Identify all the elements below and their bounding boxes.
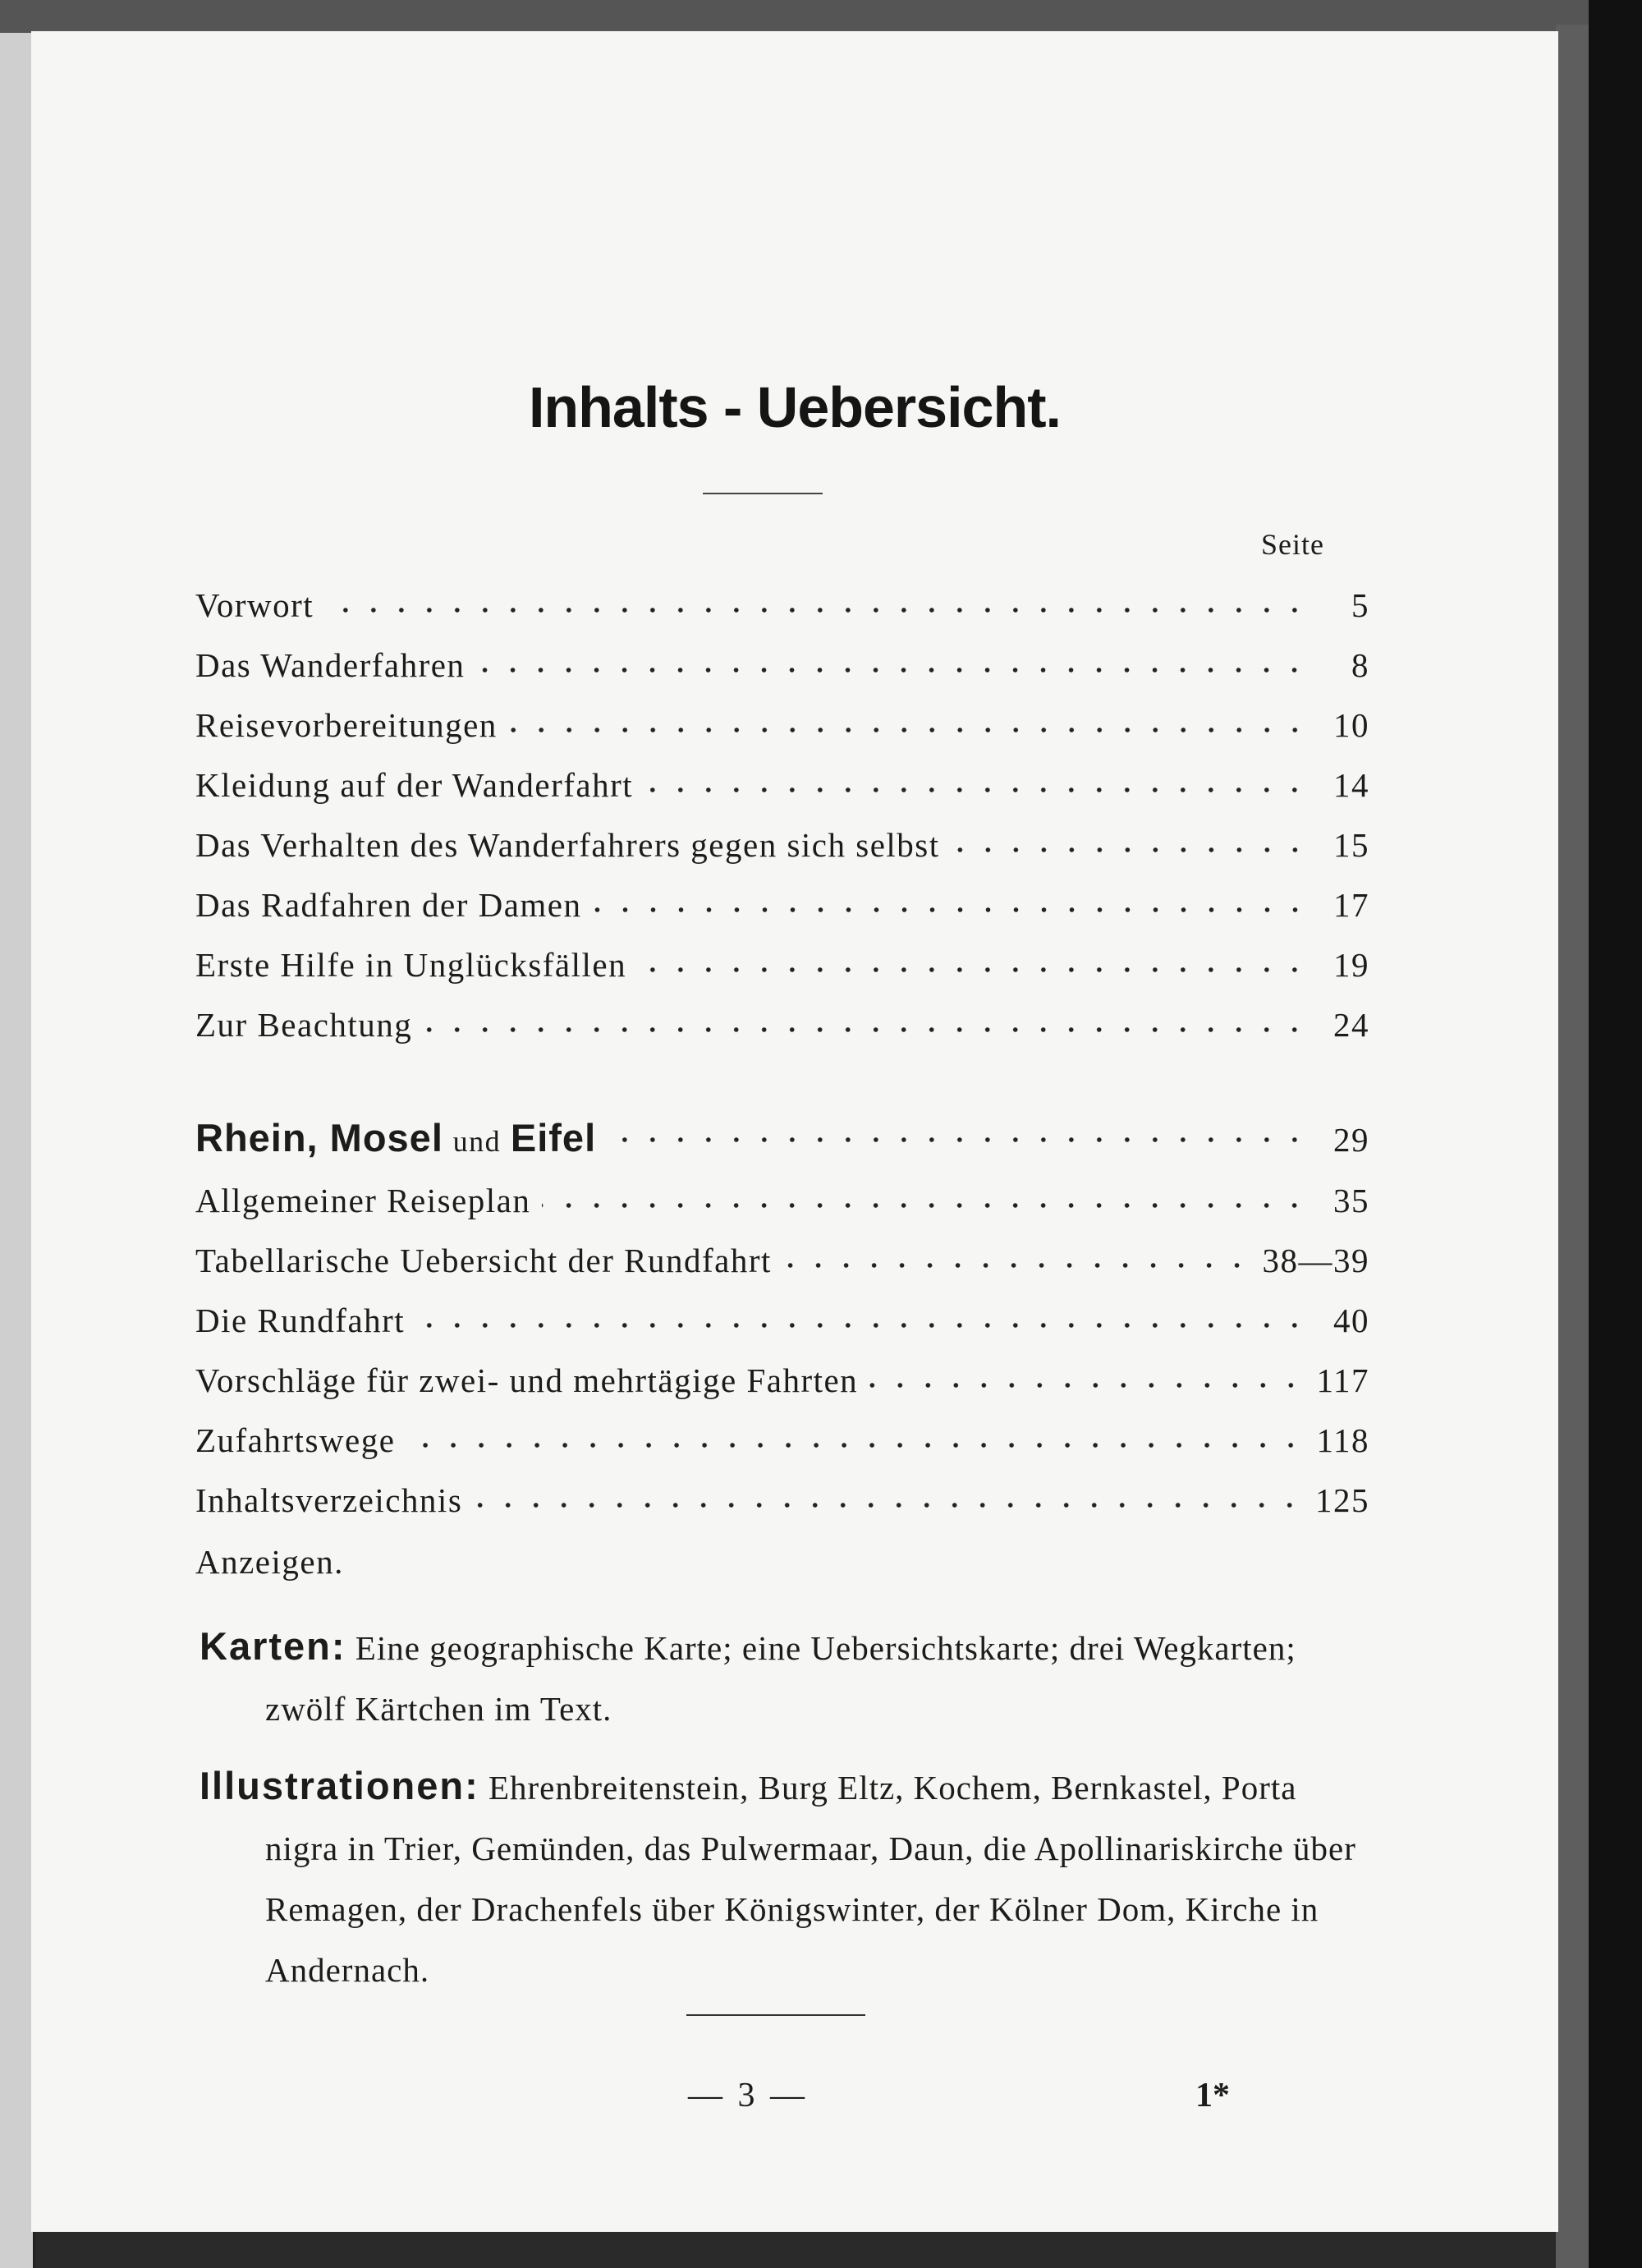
leader-dots	[406, 1441, 1305, 1449]
background-shadow	[1589, 0, 1642, 2268]
leader-dots	[644, 786, 1309, 794]
toc-entry-anzeigen	[195, 1542, 1369, 1591]
karten-text: Eine geographische Karte; eine Uebersichtskarte; drei Wegkarten; zwölf Kärtchen im Text.	[265, 1629, 1296, 1728]
toc-entry	[195, 1481, 1369, 1530]
toc-entry-page: 15	[1333, 826, 1369, 864]
toc-entry-page: 35	[1333, 1182, 1369, 1219]
signature-mark: 1*	[1195, 2077, 1230, 2114]
toc-entry-label: Tabellarische Uebersicht der Rundfahrt	[195, 1242, 772, 1279]
toc-entry	[195, 1181, 1369, 1230]
toc-entry-label: Vorschläge für zwei- und mehrtägige Fahrten	[195, 1361, 859, 1399]
toc-entry-label: Zur Beachtung	[195, 1006, 413, 1044]
toc-entry	[195, 645, 1369, 695]
toc-entry-page: 118	[1316, 1421, 1369, 1459]
toc-entry-label: Kleidung auf der Wanderfahrt	[195, 766, 634, 804]
toc-entry-page: 117	[1316, 1361, 1369, 1399]
leader-dots	[474, 1501, 1304, 1509]
toc-entry-label: Reisevorbereitungen	[195, 706, 498, 744]
leader-dots	[416, 1321, 1309, 1329]
toc-entry-label: Das Radfahren der Damen	[195, 886, 582, 924]
toc-entry-label: Zufahrtswege	[195, 1421, 396, 1459]
leader-dots	[638, 966, 1309, 974]
section-heading-part1: Rhein, Mosel	[195, 1116, 443, 1159]
leader-dots	[783, 1261, 1251, 1269]
toc-entry-label: Vorwort	[195, 586, 314, 624]
karten-label: Karten:	[200, 1624, 346, 1668]
section-heading-und: und	[452, 1125, 502, 1158]
book-page	[31, 31, 1558, 2232]
toc-entry	[195, 1421, 1369, 1470]
toc-entry-page: 125	[1315, 1481, 1369, 1519]
leader-dots	[608, 1136, 1309, 1144]
toc-entry	[195, 945, 1369, 994]
toc-entry-label: Erste Hilfe in Unglücksfällen	[195, 946, 627, 984]
leader-dots	[542, 1201, 1309, 1210]
toc-entry-page: 17	[1333, 886, 1369, 924]
illustrationen-label: Illustrationen:	[200, 1764, 479, 1807]
toc-entry	[195, 1241, 1369, 1290]
leader-dots	[594, 906, 1309, 914]
toc-entry-label: Anzeigen.	[195, 1543, 344, 1581]
toc-entry-page: 10	[1333, 706, 1369, 744]
toc-entry-page: 40	[1333, 1302, 1369, 1339]
toc-entry	[195, 825, 1369, 875]
book-cover-edge	[1556, 25, 1589, 2268]
toc-entry-label: Allgemeiner Reiseplan	[195, 1182, 531, 1219]
toc-entry	[195, 585, 1369, 635]
leader-dots	[476, 666, 1309, 674]
section-heading-part2: Eifel	[510, 1116, 597, 1159]
toc-entry	[195, 765, 1369, 815]
toc-entry-label: Das Wanderfahren	[195, 646, 466, 684]
closing-rule	[686, 2014, 865, 2016]
leader-dots	[424, 1026, 1309, 1034]
karten-note	[200, 1616, 1374, 1739]
toc-entry	[195, 705, 1369, 755]
toc-entry-label: Das Verhalten des Wanderfahrers gegen sich selbst	[195, 826, 940, 864]
toc-entry-page: 24	[1333, 1006, 1369, 1044]
toc-entry-page: 8	[1351, 646, 1369, 684]
toc-entry-page: 5	[1351, 586, 1369, 624]
toc-entry	[195, 1361, 1369, 1410]
illustrationen-text: Ehrenbreitenstein, Burg Eltz, Kochem, Bernkastel, Porta nigra in Trier, Gemünden, das Pulwermaar, Daun, die Apollinariskirche über Remagen, der Drachenfels über Königswinter, der Kölner Dom, Kirche in Andernach.	[265, 1769, 1356, 1989]
toc-entry	[195, 1005, 1369, 1054]
title-rule	[703, 493, 823, 494]
section-heading-label	[195, 1115, 596, 1160]
book-top-edge	[0, 0, 1642, 33]
page-number: — 3 —	[688, 2077, 808, 2114]
facing-page-edge	[0, 33, 35, 2268]
toc-entry-label: Inhaltsverzeichnis	[195, 1481, 463, 1519]
toc-entry	[195, 885, 1369, 934]
column-header-seite: Seite	[1261, 528, 1324, 561]
toc-entry	[195, 1301, 1369, 1350]
toc-entry-page: 29	[1333, 1121, 1369, 1159]
leader-dots	[952, 846, 1309, 854]
leader-dots	[325, 606, 1309, 614]
toc-section-heading	[195, 1115, 1369, 1164]
leader-dots	[509, 726, 1309, 734]
toc-entry-label: Die Rundfahrt	[195, 1302, 406, 1339]
toc-entry-page: 38—39	[1262, 1242, 1369, 1279]
leader-dots	[869, 1381, 1305, 1389]
toc-entry-page: 14	[1333, 766, 1369, 804]
illustrationen-note	[200, 1756, 1374, 2000]
toc-entry-page: 19	[1333, 946, 1369, 984]
page-title: Inhalts - Uebersicht.	[528, 375, 1062, 439]
